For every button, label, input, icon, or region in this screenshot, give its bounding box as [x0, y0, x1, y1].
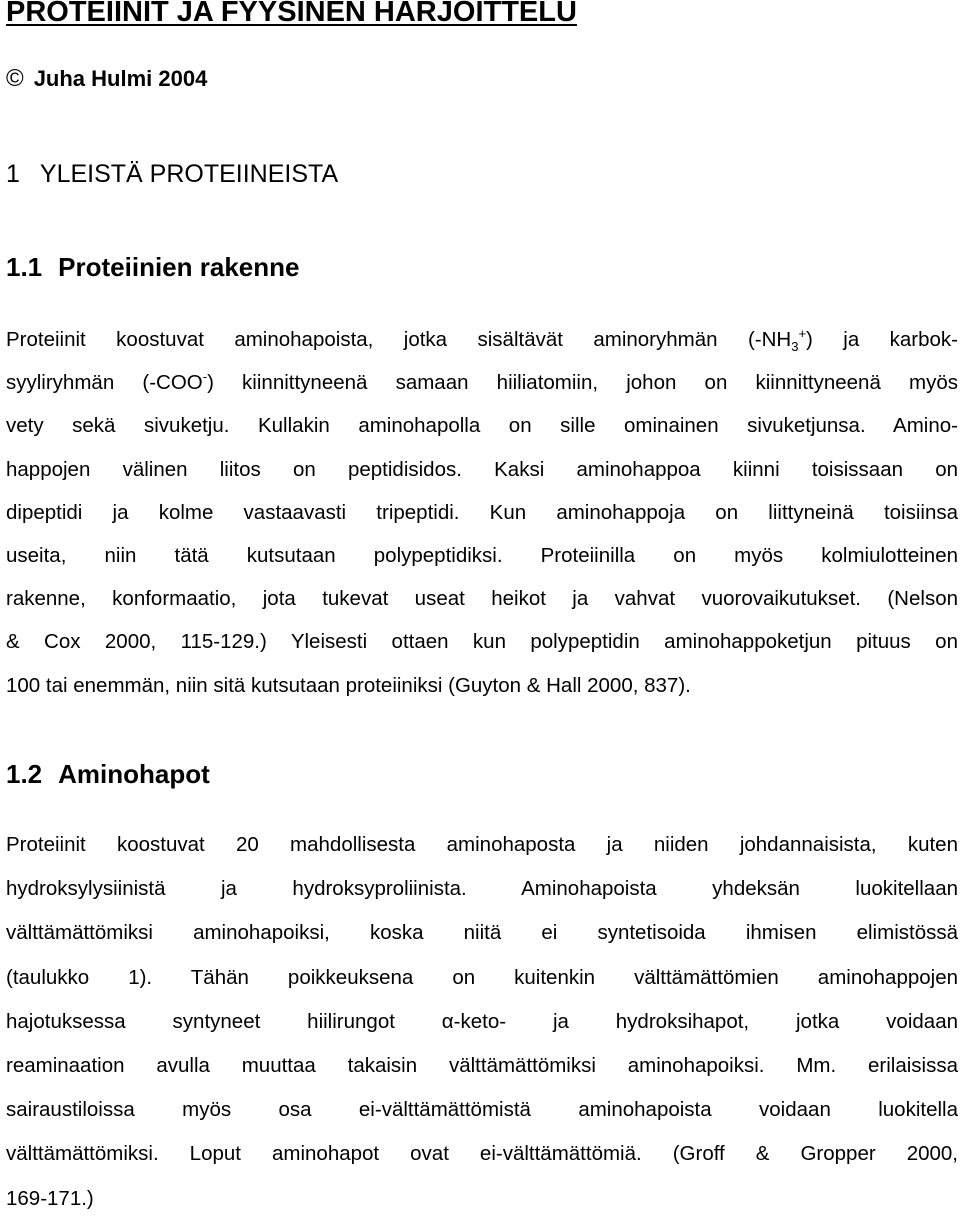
paragraph-amino-acids [6, 823, 958, 1221]
paragraph-line: (taulukko 1). Tähän poikkeuksena on kuitenkin välttämättömien aminohappojen [6, 965, 958, 989]
paragraph-line: happojen välinen liitos on peptidisidos. Kaksi aminohappoa kiinni toisissaan on [6, 457, 958, 481]
paragraph-line: 169-171.) [6, 1186, 94, 1210]
paragraph-line: useita, niin tätä kutsutaan polypeptidiksi. Proteiinilla on myös kolmiulotteinen [6, 543, 958, 567]
paragraph-line: hajotuksessa syntyneet hiilirungot α-keto- ja hydroksihapot, jotka voidaan [6, 1009, 958, 1033]
paragraph-line: Proteiinit koostuvat aminohapoista, jotka sisältävät aminoryhmän $(-NH_3^+)$ ja karbok- [6, 326, 958, 355]
section-title: YLEISTÄ PROTEIINEISTA [39, 160, 339, 188]
paragraph-line: välttämättömiksi aminohapoiksi, koska niitä ei syntetisoida ihmisen elimistössä [6, 921, 958, 945]
paragraph-line: välttämättömiksi. Loput aminohapot ovat ei-välttämättömiä. (Groff & Gropper 2000, [6, 1142, 958, 1166]
paragraph-line: dipeptidi ja kolme vastaavasti tripeptidi. Kun aminohappoja on liittyneinä toisiinsa [6, 500, 958, 524]
subsection-number: 1.1 [6, 252, 43, 282]
subsection-heading-1-1 [6, 249, 299, 285]
paragraph-protein-structure [6, 318, 958, 707]
paragraph-line: rakenne, konformaatio, jota tukevat useat heikot ja vahvat vuorovaikutukset. (Nelson [6, 587, 958, 611]
document-title: PROTEIINIT JA FYYSINEN HARJOITTELU [6, 0, 577, 28]
paragraph-line: syyliryhmän (-COO-) kiinnittyneenä samaan hiiliatomiin, johon on kiinnittyneenä myös [6, 369, 958, 395]
author-name: Juha Hulmi 2004 [33, 66, 208, 91]
paragraph-line: sairaustiloissa myös osa ei-välttämättömistä aminohapoista voidaan luokitella [6, 1098, 958, 1122]
subsection-number: 1.2 [6, 759, 43, 789]
section-number: 1 [6, 160, 20, 188]
subscript: 3 [791, 339, 799, 355]
section-heading-1 [6, 156, 338, 192]
paragraph-line: reaminaation avulla muuttaa takaisin välttämättömiksi aminohapoiksi. Mm. erilaisissa [6, 1053, 958, 1077]
subsection-title: Aminohapot [58, 759, 210, 789]
paragraph-line: vety sekä sivuketju. Kullakin aminohapolla on sille ominainen sivuketjunsa. Amino- [6, 414, 958, 438]
paragraph-line: Proteiinit koostuvat 20 mahdollisesta aminohaposta ja niiden johdannaisista, kuten [6, 833, 958, 856]
subsection-title: Proteiinien rakenne [58, 252, 300, 282]
copyright-icon: © [6, 65, 24, 92]
paragraph-line: 100 tai enemmän, niin sitä kutsutaan proteiiniksi (Guyton & Hall 2000, 837). [6, 673, 691, 697]
paragraph-line: hydroksylysiinistä ja hydroksyproliinista. Aminohapoista yhdeksän luokitellaan [6, 877, 958, 901]
paragraph-line: & Cox 2000, 115-129.) Yleisesti ottaen kun polypeptidin aminohappoketjun pituus on [6, 630, 958, 654]
superscript: + [798, 326, 807, 342]
superscript: - [202, 369, 208, 385]
subsection-heading-1-2 [6, 756, 210, 792]
author-line [6, 62, 207, 96]
